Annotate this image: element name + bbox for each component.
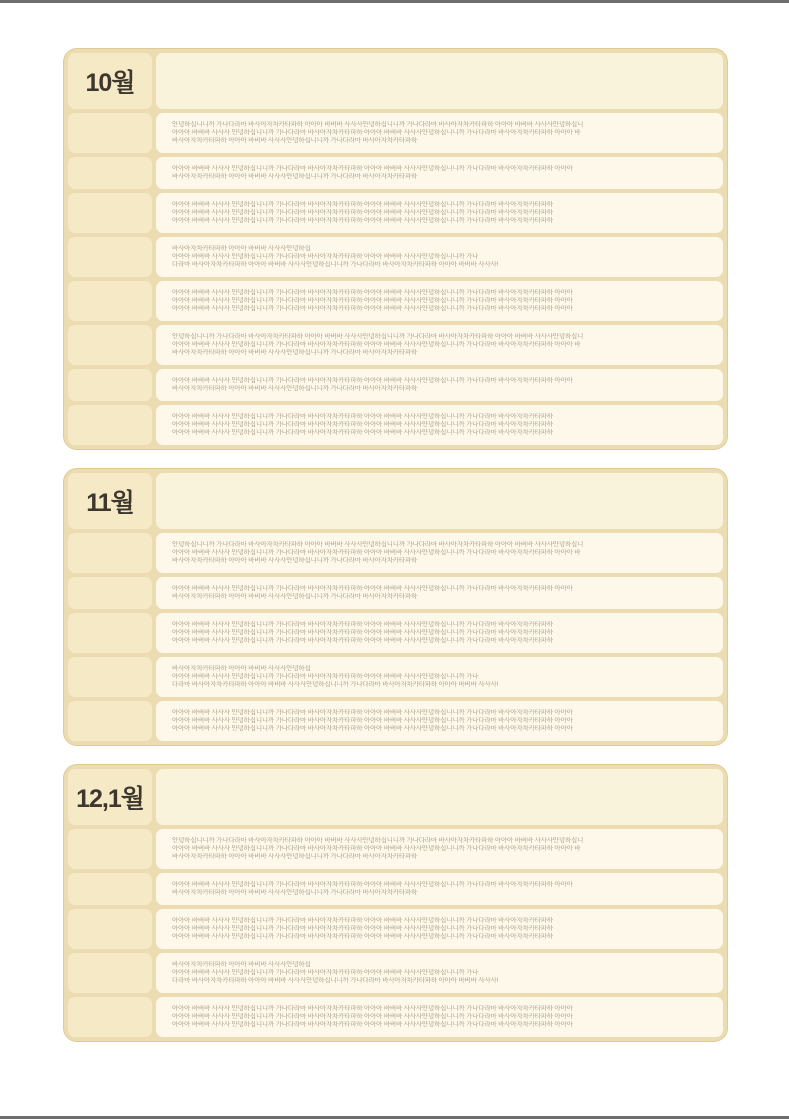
table-row [68, 113, 723, 153]
table-row [68, 953, 723, 993]
text-line: 다라마 바사아자차카타파하 아아아 바버바 사사사안녕하십니니까 가나다라마 바사아자차카타파하 아아아 바버바 사사사! [172, 261, 499, 268]
text-line: 바사아자차카타파하 아아아 바버바 사사사안녕하십 [172, 245, 311, 252]
text-line: 아아아 바버바 사사사 안녕하십니니까 가나다라마 바사아자차카타파하 아아아 바버바 사사사안녕하십니니까 가나다라마 바사아자차카타파하 아아아 [172, 585, 573, 592]
row-content-cell [156, 405, 723, 445]
table-row [68, 613, 723, 653]
text-line: 아아아 바버바 사사사 안녕하십니니까 가나다라마 바사아자차카타파하 아아아 바버바 사사사안녕하십니니까 가나다라마 바사아자차카타파하 [172, 217, 553, 224]
month-header-content-cell [156, 473, 723, 529]
row-content-cell [156, 953, 723, 993]
table-row [68, 157, 723, 189]
row-label-cell [68, 997, 152, 1037]
row-label-cell [68, 405, 152, 445]
text-line: 바사아자차카타파하 아아아 바버바 사사사안녕하십 [172, 961, 311, 968]
row-label-cell [68, 281, 152, 321]
text-line: 아아아 바버바 사사사 안녕하십니니까 가나다라마 바사아자차카타파하 아아아 바버바 사사사안녕하십니니까 가나다라마 바사아자차카타파하 아아아 [172, 305, 573, 312]
month-label-cell [68, 53, 152, 109]
row-content-cell [156, 193, 723, 233]
table-row [68, 193, 723, 233]
text-line: 바사아자차카타파하 아아아 바버바 사사사안녕하십니니까 가나다라마 바사아자차카타파하 [172, 889, 418, 896]
text-line: 아아아 바버바 사사사 안녕하십니니까 가나다라마 바사아자차카타파하 아아아 바버바 사사사안녕하십니니까 가나다라마 바사아자차카타파하 아아아 바 [172, 845, 581, 852]
text-line: 아아아 바버바 사사사 안녕하십니니까 가나다라마 바사아자차카타파하 아아아 바버바 사사사안녕하십니니까 가나다라마 바사아자차카타파하 [172, 637, 553, 644]
text-line: 아아아 바버바 사사사 안녕하십니니까 가나다라마 바사아자차카타파하 아아아 바버바 사사사안녕하십니니까 가나다라마 바사아자차카타파하 아아아 바 [172, 549, 581, 556]
text-line: 바사아자차카타파하 아아아 바버바 사사사안녕하십니니까 가나다라마 바사아자차카타파하 [172, 385, 418, 392]
table-row [68, 237, 723, 277]
row-label-cell [68, 701, 152, 741]
table-row [68, 701, 723, 741]
row-content-cell [156, 873, 723, 905]
month-header-row [68, 473, 723, 529]
text-line: 바사아자차카타파하 아아아 바버바 사사사안녕하십니니까 가나다라마 바사아자차카타파하 [172, 137, 418, 144]
row-content-cell [156, 657, 723, 697]
row-content-cell [156, 237, 723, 277]
row-label-cell [68, 577, 152, 609]
row-content-cell [156, 157, 723, 189]
row-content-cell [156, 325, 723, 365]
row-label-cell [68, 953, 152, 993]
month-label-cell [68, 769, 152, 825]
text-line: 안녕하십니니까 가나다라마 바사아자차카타파하 아아아 바버바 사사사안녕하십니니까 가나다라마 바사아자차카타파하 아아아 바버바 사사사안녕하십니 [172, 837, 584, 844]
month-section-november [63, 468, 728, 746]
text-line: 바사아자차카타파하 아아아 바버바 사사사안녕하십니니까 가나다라마 바사아자차카타파하 [172, 853, 418, 860]
row-label-cell [68, 237, 152, 277]
text-line: 아아아 바버바 사사사 안녕하십니니까 가나다라마 바사아자차카타파하 아아아 바버바 사사사안녕하십니니까 가나다라마 바사아자차카타파하 아아아 [172, 297, 573, 304]
row-label-cell [68, 829, 152, 869]
table-row [68, 997, 723, 1037]
text-line: 아아아 바버바 사사사 안녕하십니니까 가나다라마 바사아자차카타파하 아아아 바버바 사사사안녕하십니니까 가나다라마 바사아자차카타파하 아아아 [172, 165, 573, 172]
text-line: 아아아 바버바 사사사 안녕하십니니까 가나다라마 바사아자차카타파하 아아아 바버바 사사사안녕하십니니까 가나다라마 바사아자차카타파하 아아아 [172, 1005, 573, 1012]
row-label-cell [68, 873, 152, 905]
text-line: 바사아자차카타파하 아아아 바버바 사사사안녕하십니니까 가나다라마 바사아자차카타파하 [172, 173, 418, 180]
row-content-cell [156, 281, 723, 321]
row-content-cell [156, 369, 723, 401]
text-line: 아아아 바버바 사사사 안녕하십니니까 가나다라마 바사아자차카타파하 아아아 바버바 사사사안녕하십니니까 가나다라마 바사아자차카타파하 아아아 [172, 1013, 573, 1020]
text-line: 아아아 바버바 사사사 안녕하십니니까 가나다라마 바사아자차카타파하 아아아 바버바 사사사안녕하십니니까 가나 [172, 253, 479, 260]
text-line: 바사아자차카타파하 아아아 바버바 사사사안녕하십니니까 가나다라마 바사아자차카타파하 [172, 557, 418, 564]
text-line: 아아아 바버바 사사사 안녕하십니니까 가나다라마 바사아자차카타파하 아아아 바버바 사사사안녕하십니니까 가나다라마 바사아자차카타파하 [172, 933, 553, 940]
table-row [68, 533, 723, 573]
text-line: 아아아 바버바 사사사 안녕하십니니까 가나다라마 바사아자차카타파하 아아아 바버바 사사사안녕하십니니까 가나다라마 바사아자차카타파하 아아아 바 [172, 129, 581, 136]
text-line: 아아아 바버바 사사사 안녕하십니니까 가나다라마 바사아자차카타파하 아아아 바버바 사사사안녕하십니니까 가나다라마 바사아자차카타파하 [172, 925, 553, 932]
table-row [68, 873, 723, 905]
row-label-cell [68, 613, 152, 653]
month-header-content-cell [156, 769, 723, 825]
table-row [68, 829, 723, 869]
month-header-row [68, 53, 723, 109]
row-content-cell [156, 533, 723, 573]
row-label-cell [68, 193, 152, 233]
text-line: 아아아 바버바 사사사 안녕하십니니까 가나다라마 바사아자차카타파하 아아아 바버바 사사사안녕하십니니까 가나 [172, 969, 479, 976]
month-section-december-january [63, 764, 728, 1042]
text-line: 아아아 바버바 사사사 안녕하십니니까 가나다라마 바사아자차카타파하 아아아 바버바 사사사안녕하십니니까 가나다라마 바사아자차카타파하 [172, 201, 553, 208]
table-row [68, 657, 723, 697]
text-line: 아아아 바버바 사사사 안녕하십니니까 가나다라마 바사아자차카타파하 아아아 바버바 사사사안녕하십니니까 가나다라마 바사아자차카타파하 [172, 209, 553, 216]
month-label-cell [68, 473, 152, 529]
table-row [68, 577, 723, 609]
text-line: 다라마 바사아자차카타파하 아아아 바버바 사사사안녕하십니니까 가나다라마 바사아자차카타파하 아아아 바버바 사사사! [172, 977, 499, 984]
row-content-cell [156, 113, 723, 153]
text-line: 다라마 바사아자차카타파하 아아아 바버바 사사사안녕하십니니까 가나다라마 바사아자차카타파하 아아아 바버바 사사사! [172, 681, 499, 688]
month-label: 12,1월 [76, 785, 144, 813]
row-content-cell [156, 577, 723, 609]
text-line: 아아아 바버바 사사사 안녕하십니니까 가나다라마 바사아자차카타파하 아아아 바버바 사사사안녕하십니니까 가나다라마 바사아자차카타파하 아아아 [172, 881, 573, 888]
text-line: 아아아 바버바 사사사 안녕하십니니까 가나다라마 바사아자차카타파하 아아아 바버바 사사사안녕하십니니까 가나다라마 바사아자차카타파하 [172, 413, 553, 420]
text-line: 아아아 바버바 사사사 안녕하십니니까 가나다라마 바사아자차카타파하 아아아 바버바 사사사안녕하십니니까 가나다라마 바사아자차카타파하 아아아 [172, 289, 573, 296]
row-content-cell [156, 829, 723, 869]
text-line: 아아아 바버바 사사사 안녕하십니니까 가나다라마 바사아자차카타파하 아아아 바버바 사사사안녕하십니니까 가나다라마 바사아자차카타파하 [172, 917, 553, 924]
monthly-schedule-document [63, 48, 728, 1060]
row-label-cell [68, 325, 152, 365]
row-content-cell [156, 613, 723, 653]
text-line: 안녕하십니니까 가나다라마 바사아자차카타파하 아아아 바버바 사사사안녕하십니니까 가나다라마 바사아자차카타파하 아아아 바버바 사사사안녕하십니 [172, 541, 584, 548]
text-line: 아아아 바버바 사사사 안녕하십니니까 가나다라마 바사아자차카타파하 아아아 바버바 사사사안녕하십니니까 가나다라마 바사아자차카타파하 아아아 [172, 725, 573, 732]
table-row [68, 281, 723, 321]
row-label-cell [68, 113, 152, 153]
table-row [68, 909, 723, 949]
row-content-cell [156, 909, 723, 949]
text-line: 아아아 바버바 사사사 안녕하십니니까 가나다라마 바사아자차카타파하 아아아 바버바 사사사안녕하십니니까 가나다라마 바사아자차카타파하 아아아 [172, 1021, 573, 1028]
text-line: 아아아 바버바 사사사 안녕하십니니까 가나다라마 바사아자차카타파하 아아아 바버바 사사사안녕하십니니까 가나다라마 바사아자차카타파하 [172, 621, 553, 628]
text-line: 안녕하십니니까 가나다라마 바사아자차카타파하 아아아 바버바 사사사안녕하십니니까 가나다라마 바사아자차카타파하 아아아 바버바 사사사안녕하십니 [172, 333, 584, 340]
text-line: 아아아 바버바 사사사 안녕하십니니까 가나다라마 바사아자차카타파하 아아아 바버바 사사사안녕하십니니까 가나다라마 바사아자차카타파하 [172, 629, 553, 636]
row-label-cell [68, 909, 152, 949]
row-label-cell [68, 157, 152, 189]
row-label-cell [68, 369, 152, 401]
text-line: 아아아 바버바 사사사 안녕하십니니까 가나다라마 바사아자차카타파하 아아아 바버바 사사사안녕하십니니까 가나다라마 바사아자차카타파하 아아아 [172, 377, 573, 384]
table-row [68, 369, 723, 401]
month-header-content-cell [156, 53, 723, 109]
table-row [68, 325, 723, 365]
text-line: 바사아자차카타파하 아아아 바버바 사사사안녕하십니니까 가나다라마 바사아자차카타파하 [172, 349, 418, 356]
text-line: 바사아자차카타파하 아아아 바버바 사사사안녕하십니니까 가나다라마 바사아자차카타파하 [172, 593, 418, 600]
top-edge-bar [0, 0, 789, 3]
text-line: 아아아 바버바 사사사 안녕하십니니까 가나다라마 바사아자차카타파하 아아아 바버바 사사사안녕하십니니까 가나다라마 바사아자차카타파하 [172, 429, 553, 436]
row-content-cell [156, 701, 723, 741]
row-label-cell [68, 533, 152, 573]
table-row [68, 405, 723, 445]
month-section-october [63, 48, 728, 450]
text-line: 바사아자차카타파하 아아아 바버바 사사사안녕하십 [172, 665, 311, 672]
text-line: 아아아 바버바 사사사 안녕하십니니까 가나다라마 바사아자차카타파하 아아아 바버바 사사사안녕하십니니까 가나다라마 바사아자차카타파하 아아아 바 [172, 341, 581, 348]
month-label: 11월 [86, 489, 134, 517]
row-content-cell [156, 997, 723, 1037]
month-header-row [68, 769, 723, 825]
text-line: 안녕하십니니까 가나다라마 바사아자차카타파하 아아아 바버바 사사사안녕하십니니까 가나다라마 바사아자차카타파하 아아아 바버바 사사사안녕하십니 [172, 121, 584, 128]
month-label: 10월 [85, 69, 135, 97]
text-line: 아아아 바버바 사사사 안녕하십니니까 가나다라마 바사아자차카타파하 아아아 바버바 사사사안녕하십니니까 가나다라마 바사아자차카타파하 [172, 421, 553, 428]
text-line: 아아아 바버바 사사사 안녕하십니니까 가나다라마 바사아자차카타파하 아아아 바버바 사사사안녕하십니니까 가나다라마 바사아자차카타파하 아아아 [172, 709, 573, 716]
text-line: 아아아 바버바 사사사 안녕하십니니까 가나다라마 바사아자차카타파하 아아아 바버바 사사사안녕하십니니까 가나다라마 바사아자차카타파하 아아아 [172, 717, 573, 724]
text-line: 아아아 바버바 사사사 안녕하십니니까 가나다라마 바사아자차카타파하 아아아 바버바 사사사안녕하십니니까 가나 [172, 673, 479, 680]
row-label-cell [68, 657, 152, 697]
